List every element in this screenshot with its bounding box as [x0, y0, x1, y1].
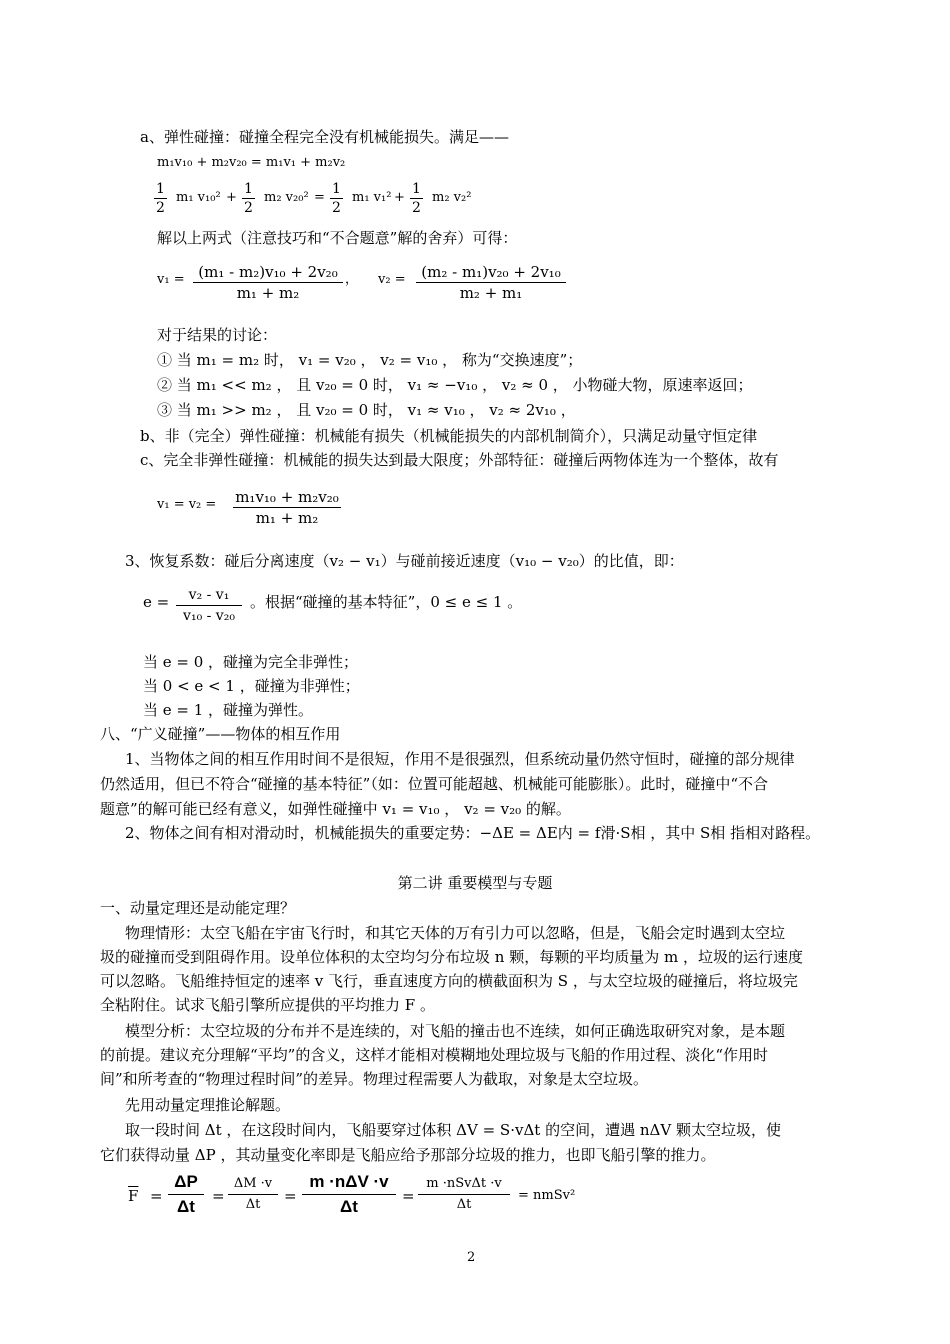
energy-half-1: 1 2 — [156, 181, 165, 216]
case-1: ① 当 m₁ = m₂ 时， v₁ = v₂₀ ， v₂ = v₁₀ ， 称为“交换速度”； — [157, 351, 583, 369]
v1-label: v₁ = — [157, 272, 185, 287]
e-note: 。根据“碰撞的基本特征”，0 ≤ e ≤ 1 。 — [250, 593, 523, 611]
eq-sign-1: = — [150, 1187, 163, 1205]
take-line-1: 取一段时间 Δt ，在这段时间内，飞船要穿过体积 ΔV = S·vΔt 的空间，遭遇 nΔV 颗太空垃圾，使 — [125, 1121, 781, 1139]
force-label: $\overline{F}$ — [128, 1187, 139, 1205]
section-8-p1-line2: 仍然适用，但已不符合“碰撞的基本特征”（如：位置可能超越、机械能可能膨胀）。此时，碰撞中“不合 — [100, 775, 769, 793]
force-result: = nmSv² — [518, 1188, 576, 1203]
energy-term-4: m₂ v₂² — [432, 190, 472, 205]
e-zero: 当 e = 0 ，碰撞为完全非弹性； — [143, 653, 359, 671]
plus-sign: + — [226, 190, 237, 205]
physics-line-1: 物理情形：太空飞船在宇宙飞行时，和其它天体的万有引力可以忽略，但是，飞船会定时遇到太空垃 — [125, 924, 786, 942]
energy-half-4: 1 2 — [412, 181, 421, 216]
discussion-heading: 对于结果的讨论： — [157, 326, 278, 344]
force-fraction-4: m ·nSvΔt ·v Δt — [418, 1174, 510, 1215]
energy-term-1: m₁ v₁₀² — [176, 190, 221, 205]
section-8-p2: 2、物体之间有相对滑动时，机械能损失的重要定势：−ΔE = ΔE内 = f滑·S相 ，其中 S相 指相对路程。 — [125, 824, 821, 842]
force-fraction-1: ΔP Δt — [168, 1170, 204, 1219]
energy-term-3: m₁ v₁² — [352, 190, 392, 205]
v1-fraction: (m₁ - m₂)v₁₀ + 2v₂₀ m₁ + m₂ — [193, 262, 343, 303]
model-line-2: 的前提。建议充分理解“平均”的含义，这样才能相对模糊地处理垃圾与飞船的作用过程、淡化“作用时 — [100, 1046, 769, 1064]
e-one: 当 e = 1 ，碰撞为弹性。 — [143, 701, 314, 719]
solve-note: 解以上两式（注意技巧和“不合题意”解的舍弃）可得： — [157, 229, 518, 247]
take-line-2: 它们获得动量 ΔP ，其动量变化率即是飞船应给予那部分垃圾的推力，也即飞船引擎的推力。 — [100, 1146, 716, 1164]
v2-fraction: (m₂ - m₁)v₂₀ + 2v₁₀ m₂ + m₁ — [416, 262, 566, 303]
section-b: b、非（完全）弹性碰撞：机械能有损失（机械能损失的内部机制简介），只满足动量守恒定律 — [140, 427, 758, 445]
physics-line-2: 圾的碰撞而受到阻碍作用。设单位体积的太空均匀分布垃圾 n 颗，每颗的平均质量为 m ，垃圾的运行速度 — [100, 948, 803, 966]
section-a-heading: a、弹性碰撞：碰撞全程完全没有机械能损失。满足—— — [140, 128, 509, 146]
section-8-p1-line3: 题意”的解可能已经有意义，如弹性碰撞中 v₁ = v₁₀ ， v₂ = v₂₀ 的解。 — [100, 800, 571, 818]
e-between: 当 0 < e < 1 ，碰撞为非弹性； — [143, 677, 360, 695]
section-8-p1-line1: 1、当物体之间的相互作用时间不是很短，作用不是很强烈，但系统动量仍然守恒时，碰撞的部分规律 — [125, 750, 795, 768]
page-number: 2 — [467, 1250, 476, 1265]
model-line-3: 间”和所考查的“物理过程时间”的差异。物理过程需要人为截取，对象是太空垃圾。 — [100, 1070, 649, 1088]
case-2: ② 当 m₁ << m₂ ， 且 v₂₀ = 0 时， v₁ ≈ −v₁₀ ， v₂ ≈ 0 ， 小物碰大物，原速率返回； — [157, 376, 753, 394]
model-line-1: 模型分析：太空垃圾的分布并不是连续的，对飞船的撞击也不连续，如何正确选取研究对象，是本题 — [125, 1022, 786, 1040]
eq-sign-3: = — [284, 1187, 297, 1205]
momentum-equation: m₁v₁₀ + m₂v₂₀ = m₁v₁ + m₂v₂ — [157, 155, 346, 170]
eq-sign-4: = — [402, 1187, 415, 1205]
force-fraction-2: ΔM ·v Δt — [228, 1174, 278, 1215]
force-fraction-3: m ·nΔV ·v Δt — [302, 1170, 396, 1219]
first-method: 先用动量定理推论解题。 — [125, 1096, 291, 1114]
lecture-title: 第二讲 重要模型与专题 — [397, 874, 553, 892]
section-c: c、完全非弹性碰撞：机械能的损失达到最大限度；外部特征：碰撞后两物体连为一个整体，故有 — [140, 451, 779, 469]
v2-label: v₂ = — [378, 272, 406, 287]
energy-half-3: 1 2 — [332, 181, 341, 216]
section-8-heading: 八、“广义碰撞”——物体的相互作用 — [100, 725, 341, 743]
perfect-inelastic-label: v₁ = v₂ = — [157, 497, 217, 512]
restitution-text: 3、恢复系数：碰后分离速度（v₂ − v₁）与碰前接近速度（v₁₀ − v₂₀）的比值，即： — [125, 552, 684, 570]
energy-half-2: 1 2 — [244, 181, 253, 216]
energy-term-2: m₂ v₂₀² — [264, 190, 309, 205]
e-fraction: v₂ - v₁ v₁₀ - v₂₀ — [176, 585, 242, 626]
lecture-heading-1: 一、动量定理还是动能定理？ — [100, 899, 296, 917]
e-label: e = — [143, 593, 170, 611]
plus-sign-2: + — [394, 190, 405, 205]
physics-line-3: 可以忽略。飞船维持恒定的速率 v 飞行，垂直速度方向的横截面积为 S ，与太空垃圾的碰撞后，将垃圾完 — [100, 972, 798, 990]
perfect-inelastic-fraction: m₁v₁₀ + m₂v₂₀ m₁ + m₂ — [233, 487, 341, 528]
eq-sign-2: = — [212, 1187, 225, 1205]
case-3: ③ 当 m₁ >> m₂ ， 且 v₂₀ = 0 时， v₁ ≈ v₁₀ ， v₂ ≈ 2v₁₀ ， — [157, 401, 576, 419]
equals-sign: = — [314, 190, 325, 205]
v1-comma: ， — [345, 272, 359, 287]
physics-line-4: 全粘附住。试求飞船引擎所应提供的平均推力 F 。 — [100, 996, 435, 1014]
